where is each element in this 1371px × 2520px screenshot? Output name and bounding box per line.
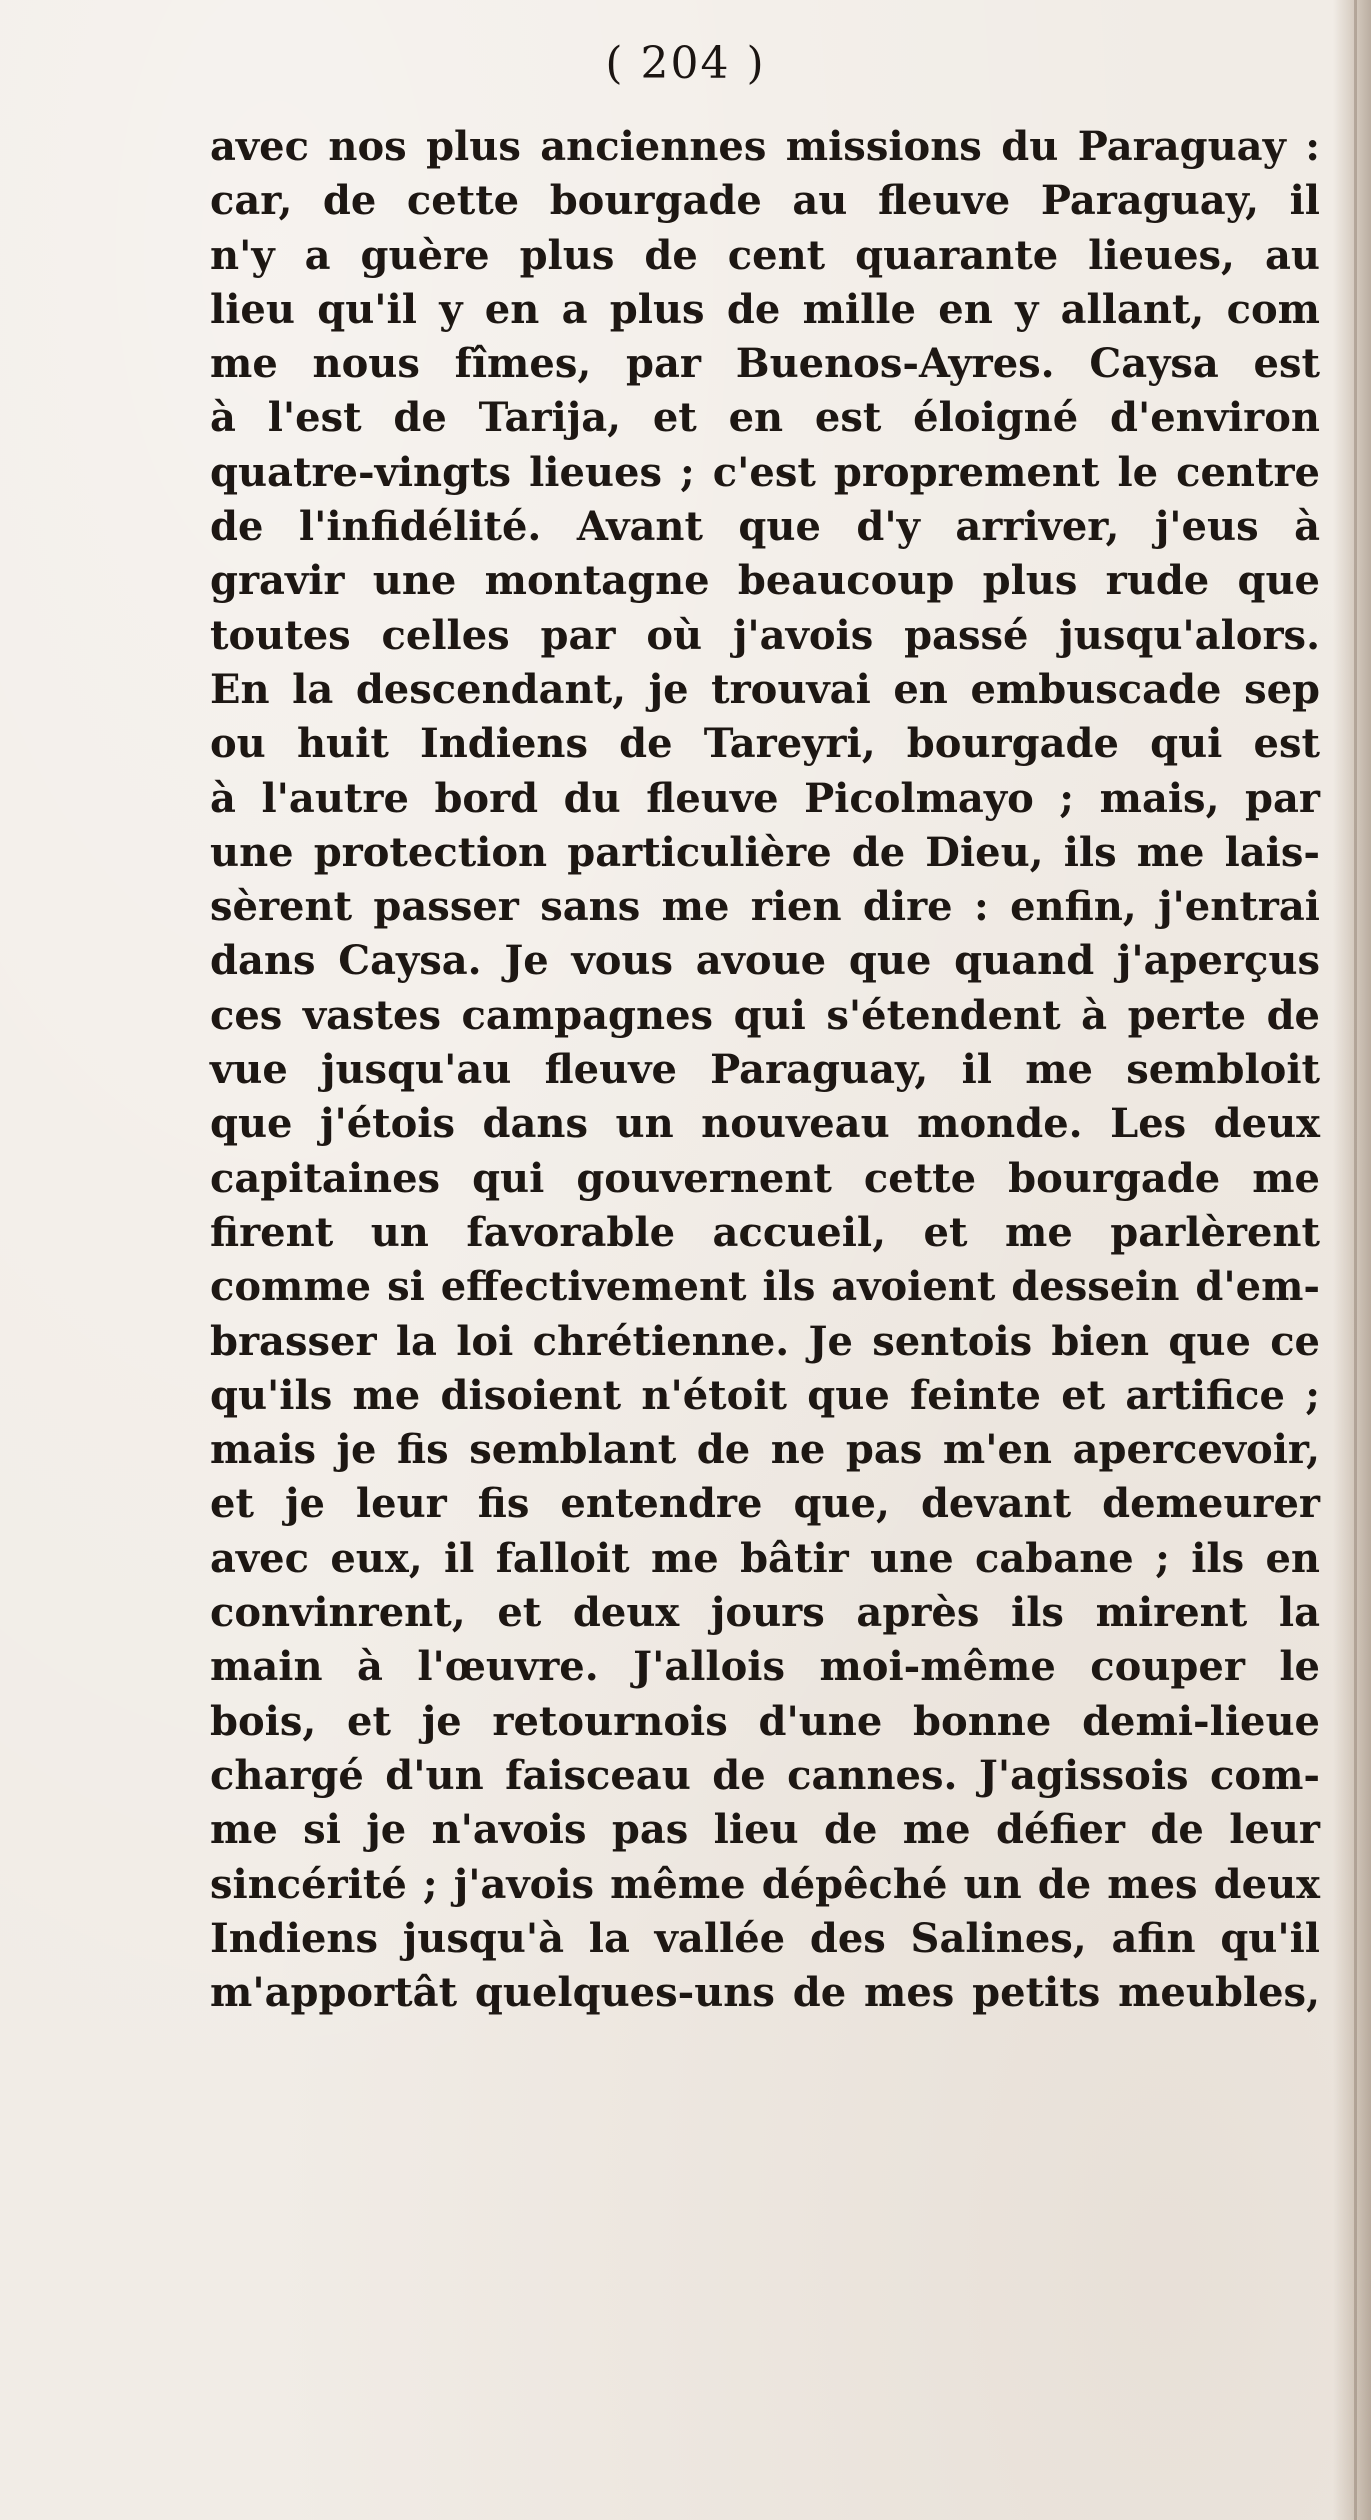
text-line: mais je fis semblant de ne pas m'en apercevoir, (210, 1426, 1320, 1474)
text-line: dans Caysa. Je vous avoue que quand j'aperçus (210, 937, 1320, 985)
text-line: En la descendant, je trouvai en embuscade sep (210, 665, 1320, 713)
text-line: ces vastes campagnes qui s'étendent à perte de (210, 991, 1320, 1039)
text-line: capitaines qui gouvernent cette bourgade me (210, 1154, 1320, 1202)
text-line: m'apportât quelques-uns de mes petits meubles, (210, 1969, 1320, 2017)
text-line: de l'infidélité. Avant que d'y arriver, j'eus à (210, 503, 1320, 551)
text-line: comme si effectivement ils avoient dessein d'em- (210, 1263, 1320, 1311)
text-line: bois, et je retournois d'une bonne demi-lieue (210, 1697, 1320, 1745)
page-edge (1333, 0, 1371, 2520)
text-line: convinrent, et deux jours après ils mirent la (210, 1589, 1320, 1637)
text-line: n'y a guère plus de cent quarante lieues, au (210, 231, 1320, 279)
text-line: lieu qu'il y en a plus de mille en y allant, com (210, 285, 1320, 333)
text-line: sincérité ; j'avois même dépêché un de mes deux (210, 1860, 1320, 1908)
text-line: me si je n'avois pas lieu de me défier de leur (210, 1806, 1320, 1854)
text-line: avec nos plus anciennes missions du Paraguay : (210, 123, 1320, 170)
text-line: et je leur fis entendre que, devant demeurer (210, 1480, 1320, 1528)
text-line: me nous fîmes, par Buenos-Ayres. Caysa est (210, 340, 1320, 388)
text-line: qu'ils me disoient n'étoit que feinte et artifice ; (210, 1371, 1320, 1419)
body-text (210, 120, 1320, 2020)
text-line: ou huit Indiens de Tareyri, bourgade qui est (210, 720, 1320, 768)
text-line: sèrent passer sans me rien dire : enfin, j'entrai (210, 883, 1320, 931)
text-line: brasser la loi chrétienne. Je sentois bien que ce (210, 1317, 1320, 1365)
page-number: ( 204 ) (605, 38, 766, 89)
text-line: chargé d'un faisceau de cannes. J'agissois com- (210, 1751, 1320, 1799)
text-line: que j'étois dans un nouveau monde. Les deux (210, 1100, 1320, 1148)
text-line: firent un favorable accueil, et me parlèrent (210, 1208, 1320, 1256)
text-line: à l'autre bord du fleuve Picolmayo ; mais, par (210, 774, 1320, 822)
text-line: gravir une montagne beaucoup plus rude que (210, 557, 1320, 605)
text-line: Indiens jusqu'à la vallée des Salines, afin qu'il (210, 1914, 1320, 1962)
text-line: main à l'œuvre. J'allois moi-même couper le (210, 1643, 1320, 1691)
text-line: vue jusqu'au fleuve Paraguay, il me sembloit (210, 1046, 1320, 1094)
text-line: car, de cette bourgade au fleuve Paraguay, il (210, 177, 1320, 225)
text-line: quatre-vingts lieues ; c'est proprement le centre (210, 448, 1320, 496)
text-line: avec eux, il falloit me bâtir une cabane ; ils en (210, 1534, 1320, 1582)
text-line: une protection particulière de Dieu, ils me lais- (210, 828, 1320, 876)
text-line: à l'est de Tarija, et en est éloigné d'environ (210, 394, 1320, 442)
text-line: toutes celles par où j'avois passé jusqu'alors. (210, 611, 1320, 659)
